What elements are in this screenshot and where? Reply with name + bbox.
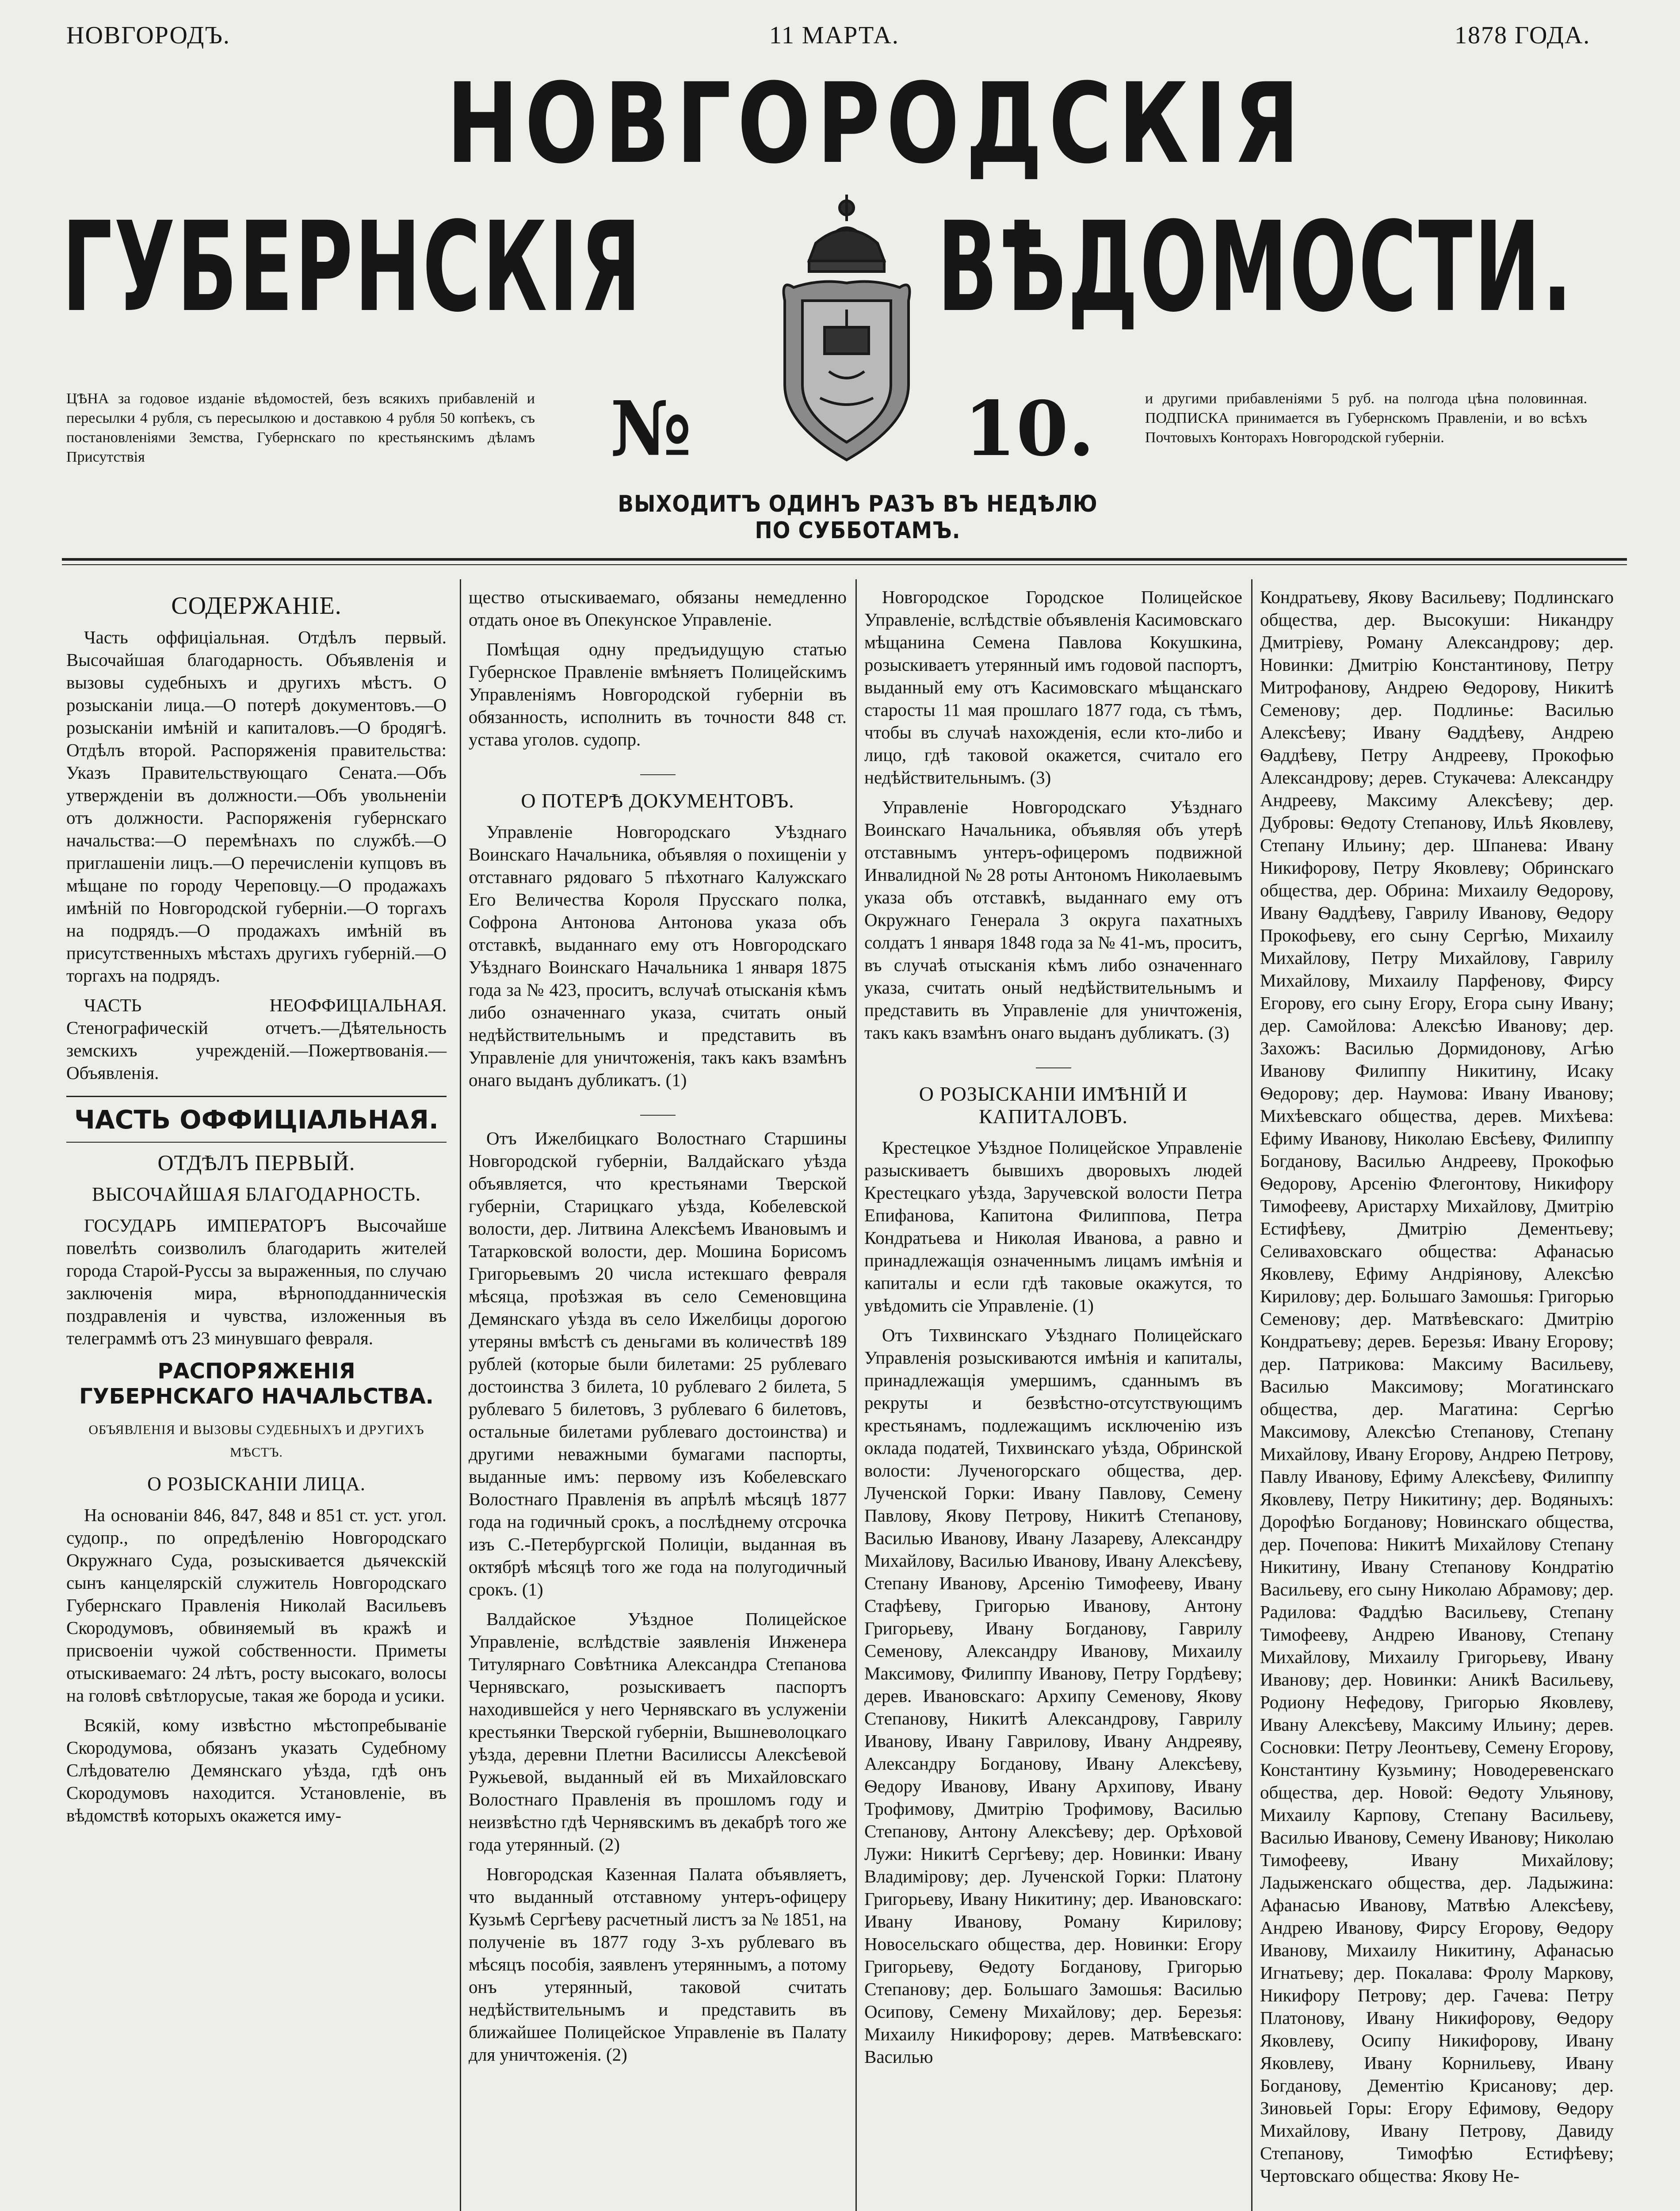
price-info: ЦѢНА за годовое изданіе вѣдомостей, безъ всякихъ прибавленій и пересылки 4 рубля, съ пересылкою и доставкою 4 рубля 50 копѣекъ, съ постановленіями Земства, Губернскаго по крестьянскимъ дѣламъ Присутствія <box>66 390 535 465</box>
header-divider-thin <box>62 564 1627 565</box>
article-notice: Отъ Ижелбицкаго Волостнаго Старшины Новгородской губерніи, Валдайскаго уѣзда объявляется, что крестьянами Тверской губерніи, Старицкаго уѣзда, Кобелевской волости, дер. Литвина Алексѣемъ Ивановымъ и Татарковской волости, дер. Мошина Борисомъ Григорьевымъ 20 числа истекшаго февраля мѣсяца, проѣзжая въ село Семеновщина Демянскаго уѣзда въ село Ижелбицы дорогою утеряны вмѣстѣ съ деньгами въ количествѣ 189 рублей (которые были билетами: 25 рублеваго достоинства 3 билета, 10 рублеваго 2 билета, 5 рублеваго 5 билетовъ, 3 рублеваго 6 билетовъ, остальные билетами рублеваго достоинства) и другими неважными бумагами паспорты, выданные имъ: первому изъ Кобелевскаго Волостнаго Правленія въ апрѣлѣ мѣсяцѣ 1877 года на годичный срокъ, а послѣднему отсрочка изъ С.-Петербургской Полиціи, выданная въ октябрѣ мѣсяцѣ того же года на полугодичный срокъ. (1) <box>469 1128 847 1599</box>
article-separator <box>469 1098 847 1121</box>
column-rule-3 <box>1251 579 1252 2211</box>
orders-heading: РАСПОРЯЖЕНІЯ <box>157 1359 355 1384</box>
search-person-text: На основаніи 846, 847, 848 и 851 ст. уст. угол. судопр., по опредѣленію Новгородскаго Окружнаго Суда, розыскивается дьячекскій сынъ канцелярскій служитель Новгородскаго Губернскаго Правленія Николай Васильевъ Скородумовъ, обвиняемый въ кражѣ и присвоеніи чужой собственности. Приметы отыскиваемаго: 24 лѣтъ, росту высокаго, волосы на головѣ свѣтлорусые, такая же борода и усики. <box>66 1505 447 1706</box>
section-divider <box>66 1142 447 1143</box>
publication-schedule: ВЫХОДИТЪ ОДИНЪ РАЗЪ ВЪ НЕДѢЛЮ ПО СУББОТАМЪ. <box>618 491 1098 544</box>
estates-heading: О РОЗЫСКАНІИ ИМѢНІЙ И КАПИТАЛОВЪ. <box>919 1083 1188 1128</box>
title-line1: НОВГОРОДСКІЯ <box>446 59 1306 188</box>
thanks-heading: ВЫСОЧАЙШАЯ БЛАГОДАРНОСТЬ. <box>92 1183 421 1205</box>
article-continuation: щество отыскиваемаго, обязаны немедленно отдать оное въ Опекунское Управленіе. <box>469 587 847 630</box>
column-3 <box>864 586 1242 2075</box>
article-notice: Управленіе Новгородскаго Уѣзднаго Воинскаго Начальника, объявляя объ утерѣ отставнымъ унтеръ-офицеромъ подвижной Инвалидной № 28 роты Антономъ Николаевымъ указа объ отставкѣ, выданнаго ему отъ Окружнаго Генерала 3 округа пахатныхъ солдатъ 1 января 1848 года за № 41-мъ, проситъ, въ случаѣ отысканія кѣмъ либо означеннаго указа, считать оный недѣйствительнымъ и представить въ Управленіе для уничтоженія, такъ какъ взамѣнъ онаго выданъ дубликатъ. (3) <box>864 797 1242 1043</box>
article-notice: Новгородское Городское Полицейское Управленіе, вслѣдствіе объявленія Касимовскаго мѣщанина Семена Павлова Кокушкина, розыскиваетъ утерянный имъ годовой паспортъ, выданный ему отъ Касимовскаго мѣщанскаго старосты 11 мая прошлаго 1877 года, съ тѣмъ, чтобы въ случаѣ нахожденія, если кто-либо и лицо, гдѣ таковой окажется, считало его недѣйствительнымъ. (3) <box>864 587 1242 788</box>
search-person-text-2: Всякій, кому извѣстно мѣстопребываніе Скородумова, обязанъ указать Судебному Слѣдователю Демянскаго уѣзда, гдѣ онъ Скородумовъ находится. Установленіе, въ вѣдомствѣ которыхъ окажется иму- <box>66 1715 447 1825</box>
header-divider <box>62 558 1627 561</box>
column-4 <box>1260 586 1614 2194</box>
contents-unofficial: ЧАСТЬ НЕОФФИЦІАЛЬНАЯ. Стенографическій отчетъ.—Дѣятельность земскихъ учрежденій.—Пожертвованія.—Объявленія. <box>66 995 447 1083</box>
title-line2-right: ВѢДОМОСТИ. <box>937 195 1574 340</box>
article-notice: Валдайское Уѣздное Полицейское Управленіе, вслѣдствіе заявленія Инженера Титулярнаго Совѣтника Александра Степанова Чернявскаго, розыскиваетъ паспортъ находившейся у него Чернявскаго въ услуженіи крестьянки Тверской губерніи, Вышневолоцкаго уѣзда, деревни Плетни Василиссы Алексѣевой Ружьевой, выданный ей въ Михайловскаго Волостнаго Правленія въ прошломъ году и неизвѣстно гдѣ Чернявскимъ въ декабрѣ того же года утерянный. (2) <box>469 1609 847 1855</box>
article-notice: Новгородская Казенная Палата объявляетъ, что выданный отставному унтеръ-офицеру Кузьмѣ Сергѣеву расчетный листъ за № 1851, на полученіе въ 1877 году 3-хъ рублеваго въ мѣсяцъ пособія, заявленъ утеряннымъ, а потому онъ утерянный, таковой считать недѣйствительнымъ и представить въ ближайшее Полицейское Управленіе въ Палату для уничтоженія. (2) <box>469 1864 847 2065</box>
column-rule-1 <box>460 579 461 2211</box>
section-one-heading: ОТДѢЛЪ ПЕРВЫЙ. <box>157 1150 355 1175</box>
contents-official: Часть оффиціальная. Отдѣлъ первый. Высочайшая благодарность. Объявленія и вызовы судебныхъ и другихъ мѣстъ. О розысканіи лица.—О потерѣ документовъ.—О розысканіи имѣній и капиталовъ.—О бродягѣ. Отдѣлъ второй. Распоряженія правительства: Указъ Правительствующаго Сената.—Объ утвержденіи въ должности.—Объ увольненіи отъ должности. Распоряженія губернскаго начальства:—О перемѣнахъ по службѣ.—О приглашеніи лицъ.—О перечисленіи купцовъ въ мѣщане по городу Череповцу.—О продажахъ имѣній по Новгородской губерніи.—О торгахъ на подрядъ.—О продажахъ имѣній въ присутственныхъ мѣстахъ другихъ губерній.—О торгахъ на подрядъ. <box>66 627 447 986</box>
article-separator <box>864 1051 1242 1074</box>
issue-date: 11 МАРТА. <box>769 22 899 49</box>
issue-year: 1878 ГОДА. <box>1455 22 1591 49</box>
article-note: Помѣщая одну предъидущую статью Губернское Правленіе вмѣняетъ Полицейскимъ Управленіямъ Новгородской губерніи въ обязанность, исполнить въ точности 848 ст. устава уголов. судопр. <box>469 639 847 750</box>
city: НОВГОРОДЪ. <box>66 22 230 49</box>
contents-heading: СОДЕРЖАНІЕ. <box>171 592 342 620</box>
crest-icon <box>767 177 926 469</box>
article-separator <box>469 758 847 780</box>
article-notice: Крестецкое Уѣздное Полицейское Управленіе разыскиваетъ бывшихъ дворовыхъ людей Крестецкаго уѣзда, Заручевской волости Петра Епифанова, Капитона Филиппова, Петра Кондратьева и Николая Иванова, а равно и принадлежащія означеннымъ лицамъ имѣнія и капиталы и если гдѣ таковые окажутся, то увѣдомить сіе Управленіе. (1) <box>864 1137 1242 1316</box>
part-official-heading: ЧАСТЬ ОФФИЦІАЛЬНАЯ. <box>74 1105 439 1135</box>
loss-documents-heading: О ПОТЕРѢ ДОКУМЕНТОВЪ. <box>521 789 794 812</box>
column-1 <box>66 586 447 1834</box>
title-line2-left: ГУБЕРНСКІЯ <box>62 195 643 340</box>
thanks-text: ГОСУДАРЬ ИМПЕРАТОРЪ Высочайше повелѣть соизволилъ благодарить жителей города Старой-Руссы за выраженныя, по случаю заключенія мира, вѣрноподданническія поздравленія и чувства, изложенныя въ телеграммѣ отъ 23 минувшаго февраля. <box>66 1215 447 1348</box>
issue-number: 10. <box>964 385 1095 473</box>
subscription-info: и другими прибавленіями 5 руб. на полгода цѣна половинная. ПОДПИСКА принимается въ Губернскомъ Правленіи, и во всѣхъ Почтовыхъ Конторахъ Новгородской губерніи. <box>1145 390 1587 446</box>
search-person-heading: О РОЗЫСКАНІИ ЛИЦА. <box>147 1473 366 1495</box>
article-continuation: Кондратьеву, Якову Васильеву; Подлинскаго общества, дер. Высокуши: Никандру Дмитріеву, Роману Александрову; дер. Новинки: Дмитрію Константинову, Петру Митрофанову, Андрею Ѳедорову, Никитѣ Семенову; дер. Подлинье: Василью Алексѣеву; Ивану Ѳаддѣеву, Андрею Ѳаддѣеву, Петру Андрееву, Прокофью Александрову; дерев. Стукачева: Александру Андрееву, Максиму Алексѣеву; дер. Дубровы: Ѳедоту Степанову, Ильѣ Яковлеву, Степану Ильину; дер. Шпанева: Ивану Никифорову, Петру Яковлеву; Обринскаго общества, дер. Обрина: Михаилу Ѳедорову, Ивану Ѳаддѣеву, Гаврилу Иванову, Ѳедору Прокофьеву, его сыну Сергѣю, Михаилу Михайлову, Петру Михайлову, Гаврилу Михайлову, Михаилу Парфенову, Фирсу Егорову, его сыну Егору, Егора сыну Ивану; дер. Самойлова: Алексѣю Иванову; дер. Захожъ: Василью Дормидонову, Агѣю Иванову Филиппу Никитину, Исаку Ѳедорову; дер. Наумова: Ивану Иванову; Михѣевскаго общества, дерев. Михѣева: Ефиму Иванову, Николаю Евсѣеву, Филиппу Богданову, Василью Андрееву, Прокофью Ѳедорову, Арсенію Флегонтову, Никифору Тимофееву, Аристарху Михайлову, Дмитрію Естифѣеву, Дмитрію Дементьеву; Селиваховскаго общества: Афанасью Яковлеву, Ефиму Андріянову, Алексѣю Кирилову; дер. Большаго Замошья: Григорью Семенову; дер. Матвѣевскаго: Дмитрію Кондратьеву; дерев. Березья: Ивану Егорову; дер. Патрикова: Максиму Васильеву, Василью Максимову; Могатинскаго общества, дер. Магатина: Сергѣю Максимову, Алексѣю Степанову, Степану Михайлову, Ивану Егорову, Андрею Петрову, Павлу Иванову, Ефиму Алексѣеву, Филиппу Яковлеву, Петру Никитину; дер. Водяныхъ: Дорофѣю Богданову; Новинскаго общества, дер. Почепова: Никитѣ Михайлову Степану Никитину, Ивану Степанову Кондратію Васильеву, его сыну Николаю Абрамову; дер. Радилова: Фаддѣю Васильеву, Степану Тимофееву, Андрею Иванову, Степану Михайлову, Михаилу Григорьеву, Ивану Иванову; дер. Новинки: Аникѣ Васильеву, Родиону Нефедову, Григорью Яковлеву, Ивану Алексѣеву, Максиму Ильину; дерев. Сосновки: Петру Леонтьеву, Семену Егорову, Константину Кузьмину; Новодеревенскаго общества, дер. Новой: Ѳедоту Ульянову, Михаилу Карпову, Степану Васильеву, Василью Иванову, Семену Иванову; Николаю Тимофееву, Ивану Михайлову; Ладыженскаго общества, дер. Ладыжина: Афанасью Иванову, Матвѣю Алексѣеву, Андрею Иванову, Фирсу Егорову, Ѳедору Иванову, Михаилу Никитину, Афанасью Игнатьеву; дер. Покалава: Фролу Маркову, Никифору Петрову; дер. Гачева: Петру Платонову, Ивану Никифорову, Ѳедору Яковлеву, Осипу Никифорову, Ивану Яковлеву, Ивану Корнильеву, Ивану Богданову, Дементію Крисанову; дер. Зиновьей Горы: Егору Ефимову, Ѳедору Михайлову, Ивану Петрову, Давиду Степанову, Тимофѣю Естифѣеву; Чертовскаго общества: Якову Не- <box>1260 587 1614 2186</box>
article-notice: Отъ Тихвинскаго Уѣзднаго Полицейскаго Управленія розыскиваются имѣнія и капиталы, принадлежащія умершимъ, сданнымъ въ рекруты и безвѣстно-отсутствующимъ крестьянамъ, подлежащимъ исключенію изъ оклада податей, Тихвинскаго уѣзда, Обринской волости: Лученогорскаго общества, дер. Лученской Горки: Ивану Павлову, Семену Павлову, Якову Петрову, Никитѣ Степанову, Василью Иванову, Ивану Лазареву, Александру Михайлову, Василью Иванову, Ивану Алексѣеву, Степану Иванову, Арсенію Тимофееву, Ивану Стафѣеву, Григорью Иванову, Антону Григорьеву, Ивану Богданову, Гаврилу Семенову, Александру Иванову, Михаилу Максимову, Филиппу Иванову, Петру Гордѣеву; дерев. Ивановскаго: Архипу Семенову, Якову Степанову, Никитѣ Александрову, Гаврилу Иванову, Ивану Гаврилову, Ивану Андреяву, Александру Богданову, Ивану Алексѣеву, Ѳедору Иванову, Ивану Архипову, Ивану Трофимову, Дмитрію Трофимову, Василью Степанову, Антону Алексѣеву; дер. Орѣховой Лужи: Никитѣ Сергѣеву; дер. Новинки: Ивану Владимірову; дер. Лученской Горки: Платону Григорьеву, Ивану Никитину; дер. Ивановскаго: Ивану Иванову, Роману Кирилову; Новосельскаго общества, дер. Новинки: Егору Григорьеву, Ѳедоту Богданову, Григорью Степанову; дер. Большаго Замошья: Василью Осипову, Семену Михайлову; дер. Березья: Михаилу Никифорову; дерев. Матвѣевскаго: Василью <box>864 1325 1242 2067</box>
orders-heading-2: ГУБЕРНСКАГО НАЧАЛЬСТВА. <box>79 1384 434 1409</box>
column-rule-2 <box>855 579 857 2211</box>
issue-number-sign: № <box>610 385 692 473</box>
article-notice: Управленіе Новгородскаго Уѣзднаго Воинскаго Начальника, объявляя о похищеніи у отставнаго рядоваго 5 пѣхотнаго Калужскаго Его Величества Короля Прусскаго полка, Софрона Антонова Антонова указа объ отставкѣ, выданнаго ему отъ Новгородскаго Уѣзднаго Воинскаго Начальника 1 января 1875 года за № 423, проситъ, вслучаѣ отысканія кѣмъ либо означеннаго указа, считать оный недѣйствительнымъ и представить въ Управленіе для уничтоженія, такъ какъ взамѣнъ онаго выданъ дубликатъ. (1) <box>469 822 847 1090</box>
section-divider <box>66 1096 447 1097</box>
column-2 <box>469 586 847 2073</box>
ads-subheading: ОБЪЯВЛЕНІЯ И ВЫЗОВЫ СУДЕБНЫХЪ И ДРУГИХЪ МѢСТЪ. <box>88 1423 424 1460</box>
